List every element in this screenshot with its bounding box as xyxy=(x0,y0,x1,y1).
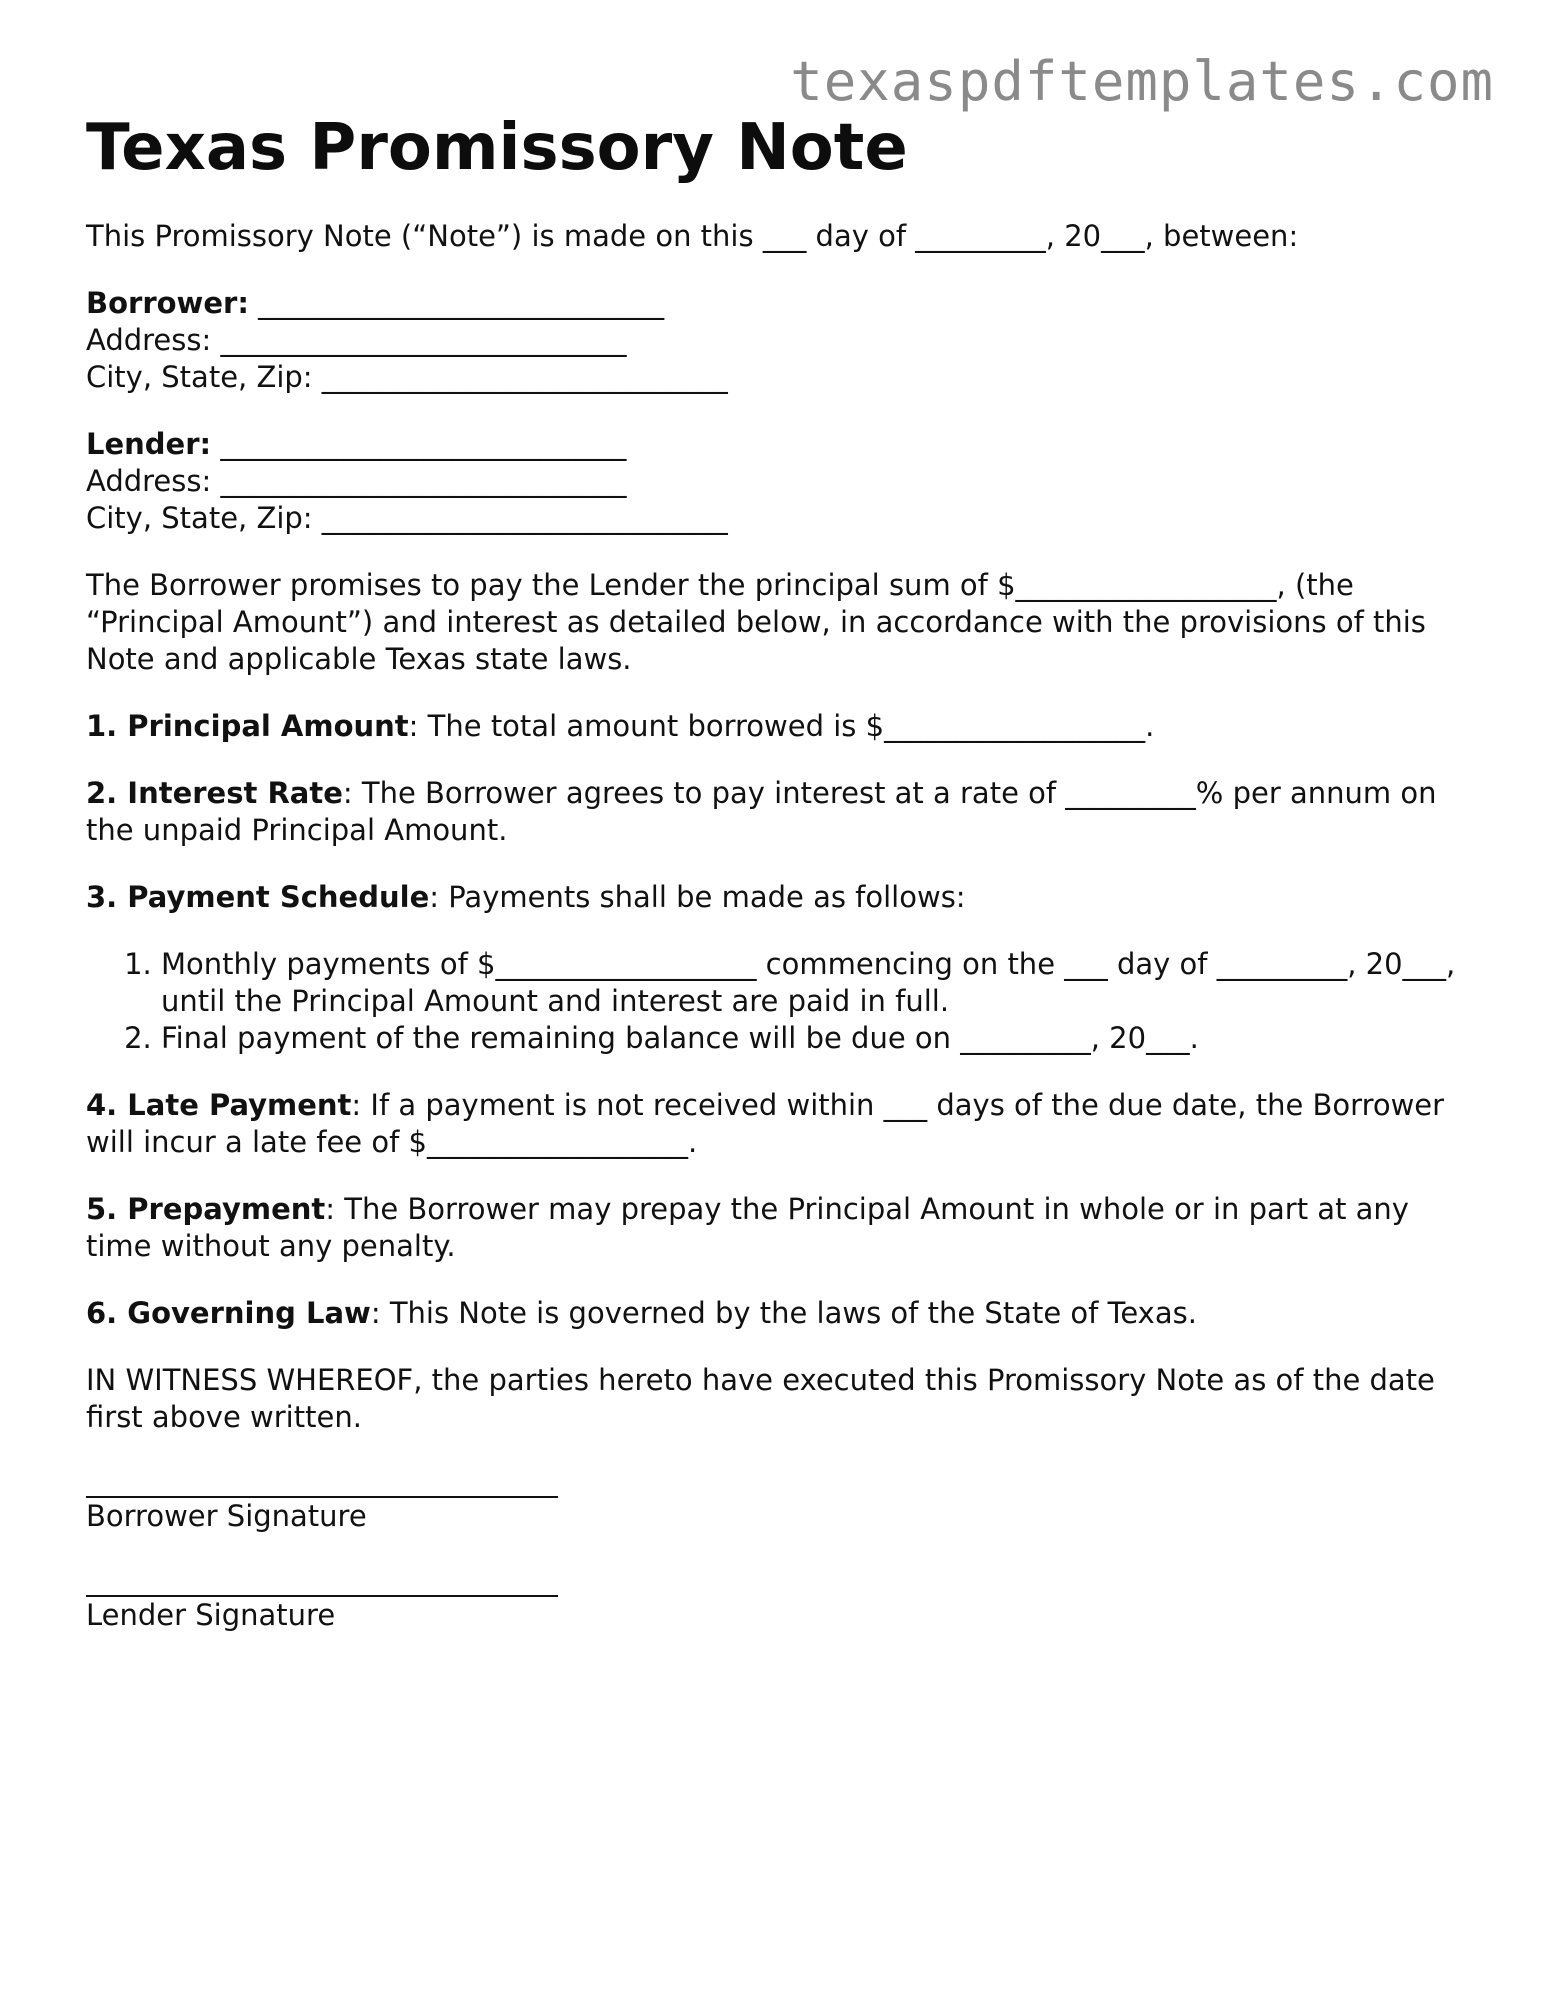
section-schedule xyxy=(86,879,1476,916)
witness-paragraph: IN WITNESS WHEREOF, the parties hereto have executed this Promissory Note as of the date first above written. xyxy=(86,1363,1435,1434)
section-late-text: : If a payment is not received within ___ days of the due date, the Borrower will incur a late fee of $__________________. xyxy=(86,1088,1445,1159)
lender-label: Lender: xyxy=(86,427,212,461)
lender-name-line xyxy=(86,426,1476,463)
page-title: Texas Promissory Note xyxy=(86,111,908,185)
lender-city-field[interactable]: City, State, Zip: ____________________________ xyxy=(86,501,728,535)
lender-address-field[interactable]: Address: ____________________________ xyxy=(86,464,627,498)
borrower-signature-label: Borrower Signature xyxy=(86,1499,367,1533)
lender-name-field[interactable]: ____________________________ xyxy=(211,427,627,461)
borrower-label: Borrower: xyxy=(86,286,249,320)
section-prepayment xyxy=(86,1191,1476,1265)
section-law xyxy=(86,1295,1476,1332)
section-prepayment-heading: 5. Prepayment xyxy=(86,1192,326,1226)
lender-block xyxy=(86,426,1476,537)
list-item: 2. Final payment of the remaining balance will be due on _________, 20___. xyxy=(161,1020,1476,1057)
section-principal-text: : The total amount borrowed is $__________________. xyxy=(408,709,1155,743)
section-prepayment-text: : The Borrower may prepay the Principal Amount in whole or in part at any time without any penalty. xyxy=(86,1192,1409,1263)
payment-schedule-list xyxy=(86,946,1476,1057)
section-interest-heading: 2. Interest Rate xyxy=(86,776,343,810)
borrower-signature-block xyxy=(86,1466,1476,1535)
borrower-name-line xyxy=(86,285,1476,322)
section-late-heading: 4. Late Payment xyxy=(86,1088,352,1122)
borrower-block xyxy=(86,285,1476,396)
section-schedule-text: : Payments shall be made as follows: xyxy=(429,880,966,914)
watermark: texaspdftemplates.com xyxy=(790,50,1494,113)
document-page xyxy=(86,108,1476,1664)
section-interest-text: : The Borrower agrees to pay interest at a rate of _________% per annum on the unpaid Principal Amount. xyxy=(86,776,1437,847)
borrower-signature-field[interactable] xyxy=(86,1466,558,1498)
borrower-address-field[interactable]: Address: ____________________________ xyxy=(86,323,627,357)
borrower-city-field[interactable]: City, State, Zip: ____________________________ xyxy=(86,360,728,394)
section-schedule-heading: 3. Payment Schedule xyxy=(86,880,430,914)
section-late xyxy=(86,1087,1476,1161)
lender-signature-block xyxy=(86,1565,1476,1634)
section-law-text: : This Note is governed by the laws of the State of Texas. xyxy=(370,1296,1197,1330)
lender-signature-label: Lender Signature xyxy=(86,1598,336,1632)
section-principal-heading: 1. Principal Amount xyxy=(86,709,409,743)
section-principal xyxy=(86,708,1476,745)
list-item: 1. Monthly payments of $__________________ commencing on the ___ day of _________, 20___, until the Principal Amount and interest are paid in full. xyxy=(161,946,1476,1020)
borrower-name-field[interactable]: ____________________________ xyxy=(248,286,665,320)
intro-paragraph: This Promissory Note (“Note”) is made on this ___ day of _________, 20___, between: xyxy=(86,219,1299,253)
section-interest xyxy=(86,775,1476,849)
section-law-heading: 6. Governing Law xyxy=(86,1296,371,1330)
lender-signature-field[interactable] xyxy=(86,1565,558,1597)
promise-paragraph: The Borrower promises to pay the Lender the principal sum of $__________________, (the “Principal Amount”) and interest as detailed below, in accordance with the provisions of this Note and applicable Texas state laws. xyxy=(86,568,1426,676)
